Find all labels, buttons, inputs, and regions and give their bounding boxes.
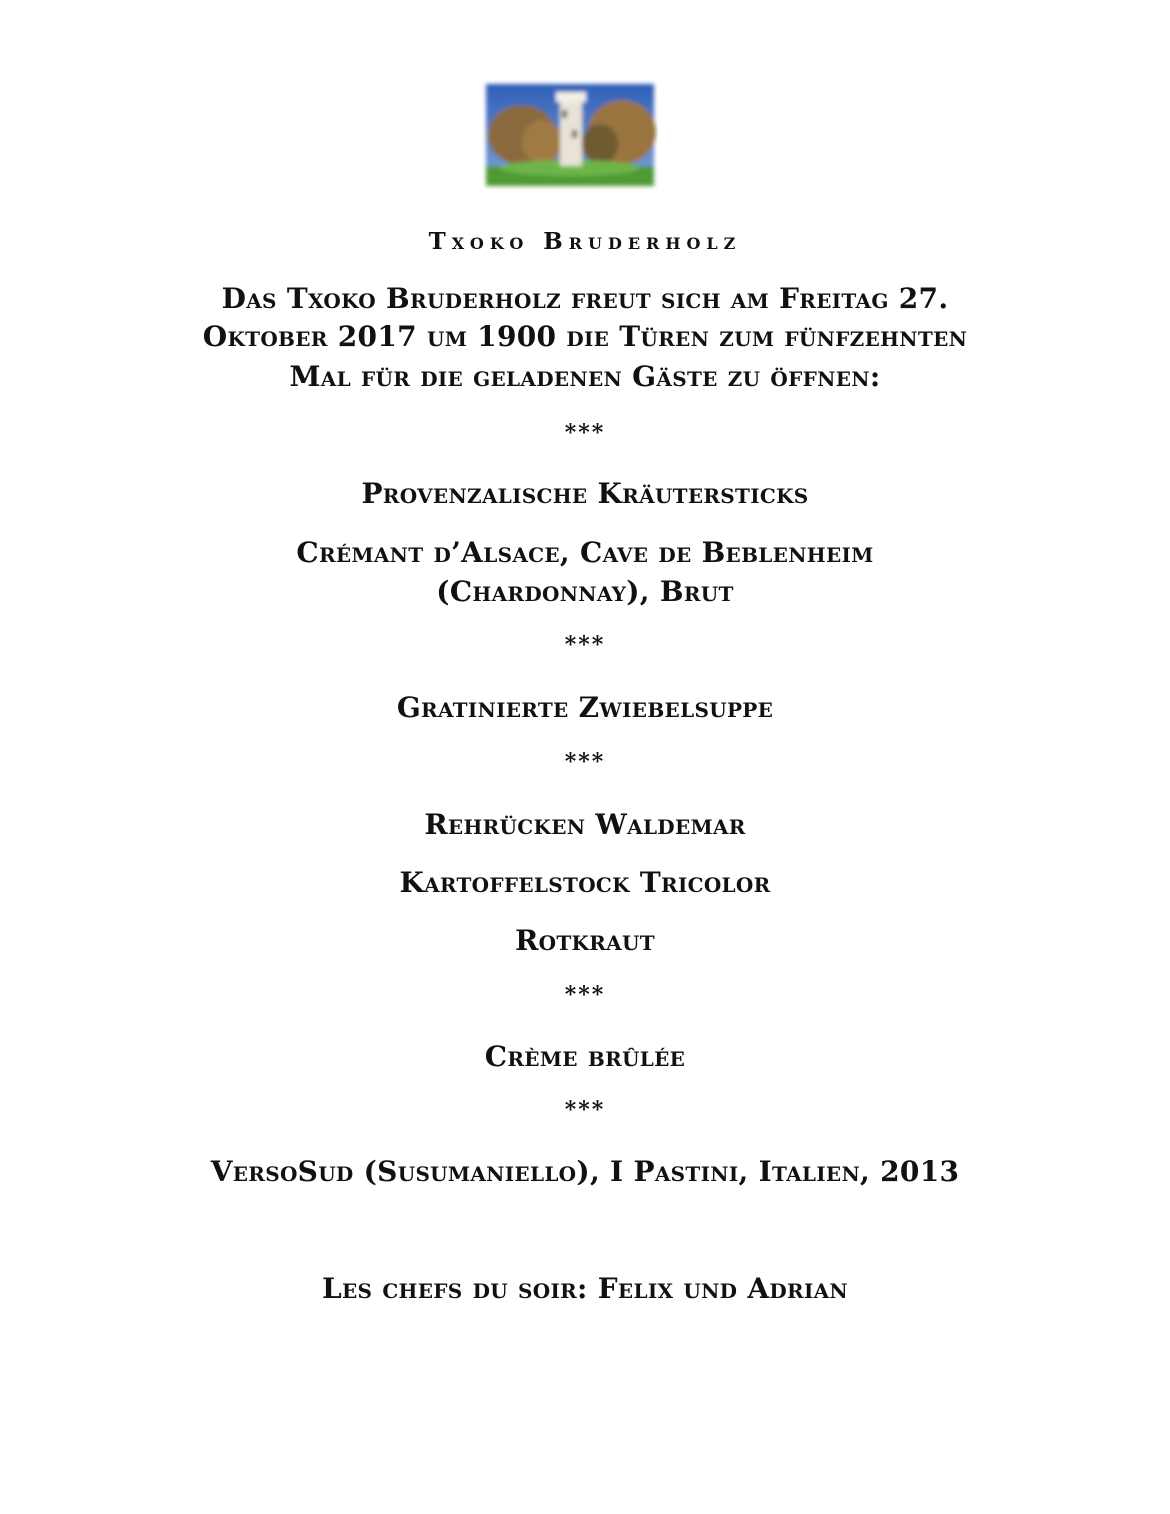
wine-item: Crémant d’Alsace, Cave de Beblenheim: [296, 536, 874, 569]
wine-item: VersoSud (Susumaniello), I Pastini, Italien, 2013: [210, 1155, 960, 1188]
soup-item: Gratinierte Zwiebelsuppe: [396, 691, 774, 724]
course-separator: ***: [564, 982, 606, 1008]
main-course-item: Rehrücken Waldemar: [424, 808, 746, 841]
tower-painting-icon: [482, 80, 658, 190]
dessert-item: Crème brûlée: [484, 1040, 686, 1073]
side-dish-item: Kartoffelstock Tricolor: [399, 866, 771, 899]
intro-line: Oktober 2017 um 1900 die Türen zum fünfzehnten: [202, 320, 968, 353]
intro-line: Mal für die geladenen Gäste zu öffnen:: [289, 360, 881, 393]
side-dish-item: Rotkraut: [515, 924, 655, 957]
aperitif-item: Provenzalische Kräutersticks: [361, 477, 809, 510]
intro-line: Das Txoko Bruderholz freut sich am Freitag 27.: [221, 282, 949, 315]
course-separator: ***: [564, 1097, 606, 1123]
brand-title: Txoko Bruderholz: [428, 228, 742, 255]
course-separator: ***: [564, 420, 606, 446]
course-separator: ***: [564, 632, 606, 658]
course-separator: ***: [564, 749, 606, 775]
wine-item: (Chardonnay), Brut: [436, 575, 734, 608]
chefs-credit: Les chefs du soir: Felix und Adrian: [322, 1272, 848, 1305]
